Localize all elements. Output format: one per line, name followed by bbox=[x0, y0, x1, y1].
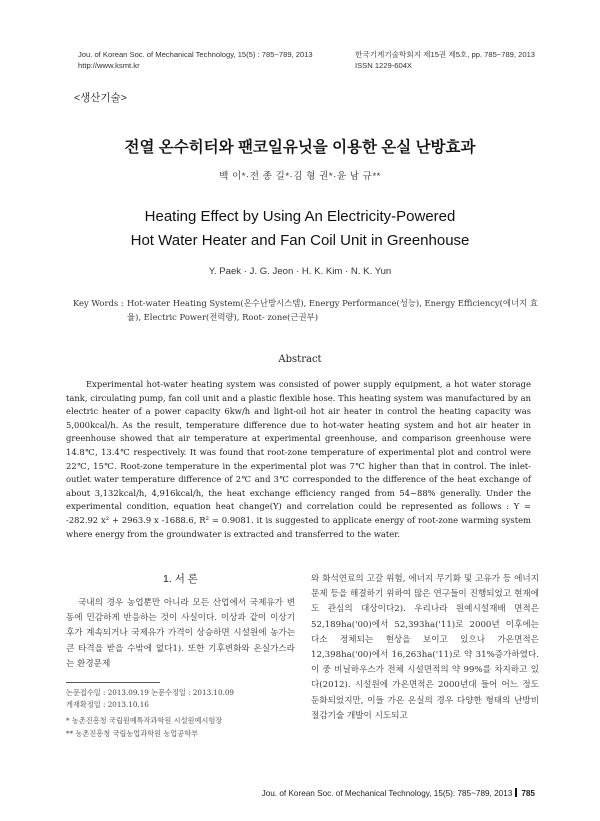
journal-citation-ko: 한국기계기술학회지 제15권 제5호, pp. 785~789, 2013 bbox=[355, 50, 536, 59]
keywords-label: Key Words : bbox=[73, 298, 124, 308]
footnotes bbox=[66, 687, 295, 740]
authors-english: Y. Paek · J. G. Jeon · H. K. Kim · N. K. Yun bbox=[208, 266, 392, 277]
section-tag: <생산기술> bbox=[74, 92, 127, 104]
intro-paragraph-right: 와 화석연료의 고갈 위험, 에너지 무기화 및 고유가 등 에너지문제 등을 해결하기 위하여 많은 연구들이 진행되었고 현재에도 관심의 대상이다2). 우리나라 원예시설재배 면적은 52,189ha('00)에서 52,393ha('11)로 2000년 이후에는 다소 정체되는 현상을 보이고 있으나 가온면적은 12,398ha('00)에서 16,263ha('11)로 약 31%증가하였다. 이 중 비닐하우스가 전체 시설면적의 약 99%를 차지하고 있다(2012). 시설원에 가온면적은 2000년대 들어 어느 정도 둔화되었지만, 이들 가온 온실의 경우 다양한 형태의 난방비 절감기술 개발이 시도되고 bbox=[311, 574, 539, 721]
abstract-heading: Abstract bbox=[278, 354, 322, 365]
journal-url[interactable]: http://www.ksmt.kr bbox=[78, 60, 140, 70]
received-date: 논문접수일 : 2013.09.19 논문수정일 : 2013.10.09 bbox=[66, 688, 235, 697]
intro-heading: 1. 서 론 bbox=[163, 573, 198, 585]
paper-title-korean: 전열 온수히터와 팬코일유닛을 이용한 온실 난방효과 bbox=[124, 139, 476, 156]
journal-header-right bbox=[355, 50, 535, 71]
journal-citation: Jou. of Korean Soc. of Mechanical Technology, 15(5) : 785~789, 2013 bbox=[78, 50, 313, 59]
title-line-1: Heating Effect by Using An Electricity-Powered bbox=[144, 208, 456, 225]
keywords-text: Hot-water Heating System(온수난방시스템), Energy Performance(성능), Energy Efficiency(에너지 효율), Electric Power(전력량), Root- zone(근권부) bbox=[127, 298, 538, 322]
intro-left-column bbox=[66, 571, 295, 672]
issn: ISSN 1229-604X bbox=[355, 60, 412, 70]
abstract-text: Experimental hot-water heating system was consisted of power supply equipment, a hot water storage tank, circulating pump, fan coil unit and a plastic flexible hose. This heating system was manufactured by an electric heater of a power capacity 6kw/h and light-oil hot air heater in control the heating capacity was 5,000kcal/h. As the result, temperature difference due to hot-water heating system and hot air heater in greenhouse showed that air temperature at experimental greenhouse, and comparison greenhouse were 14.8℃, 13.4℃ respectively. It was found that root-zone temperature of experimental plot and control were 22℃, 15℃. Root-zone temperature in the experimental plot was 7℃ higher than that in control. The inlet-outlet water temperature difference of 2℃ and 3℃ corresponded to the difference of the heat exchange of about 3,132kcal/h, 4,916kcal/h, the heat exchange efficiency ranged from 54~88% generally. Under the experimental condition, equation heat change(Y) and correlation could be represented as follows : Y = -282.92 x² + 2963.9 x -1688.6, R² = 0.9081. it is suggested to applicate energy of root-zone warming system where energy from the groundwater is extracted and transferred to the water. bbox=[66, 379, 531, 539]
keywords-block bbox=[73, 296, 541, 324]
footnote-divider bbox=[66, 682, 160, 683]
paper-title-english bbox=[0, 205, 600, 253]
footer-citation: Jou. of Korean Soc. of Mechanical Technology, 15(5): 785~789, 2013 bbox=[261, 789, 513, 798]
affiliation-2: ** 농촌진흥청 국립농업과학원 농업공학부 bbox=[66, 728, 199, 738]
authors-korean: 백 이*·전 종 길*·김 형 권*·윤 남 규** bbox=[219, 171, 381, 182]
page-number: 785 bbox=[521, 789, 535, 798]
intro-right-column bbox=[311, 572, 539, 724]
title-line-2: Hot Water Heater and Fan Coil Unit in Greenhouse bbox=[130, 232, 470, 249]
affiliation-1: * 농촌진흥청 국립원예특작과학원 시설원예시험장 bbox=[66, 716, 223, 726]
page-footer bbox=[0, 788, 535, 798]
journal-header-left bbox=[78, 50, 313, 71]
footer-separator bbox=[515, 788, 517, 797]
accepted-date: 게재확정일 : 2013.10.16 bbox=[66, 700, 149, 710]
intro-paragraph-left: 국내의 경우 농업뿐만 아니라 모든 산업에서 국제유가 변동에 민감하게 반응하는 것이 사실이다. 이상과 같이 이상기후가 계속되거나 국제유가 가격이 상승하면 시설원에 농가는 큰 타격을 받을 수밖에 없다1). 또한 기후변화와 온실가스라는 환경문제 bbox=[66, 598, 295, 669]
